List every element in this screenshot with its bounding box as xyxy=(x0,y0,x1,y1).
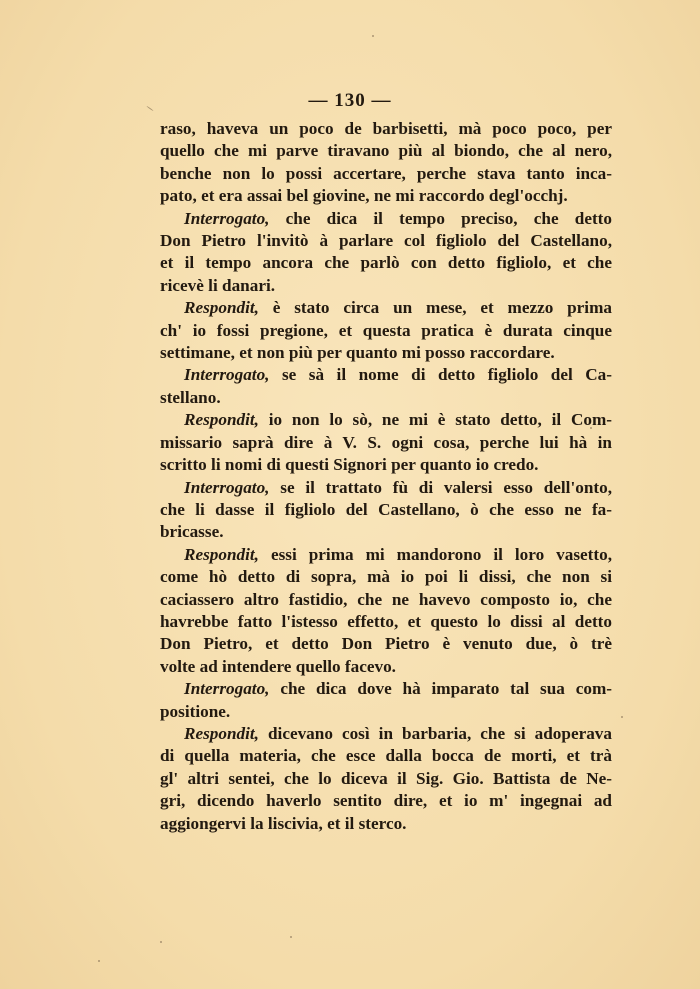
line-text: havrebbe fatto l'istesso effetto, et questo lo dissi al detto xyxy=(160,611,612,631)
speaker-label: Respondit, xyxy=(184,298,259,318)
text-line xyxy=(160,521,612,543)
line-text: che dica il tempo preciso, che detto xyxy=(269,208,612,228)
line-text: Don Pietro l'invitò à parlare col figliolo del Castellano, xyxy=(160,231,612,251)
text-line xyxy=(160,656,612,678)
text-line xyxy=(160,208,612,230)
line-text: gri, dicendo haverlo sentito dire, et io m' ingegnai ad xyxy=(160,791,612,811)
text-line xyxy=(160,768,612,790)
paper-speck xyxy=(372,35,374,37)
text-line xyxy=(160,813,612,835)
text-line xyxy=(160,118,612,140)
line-text: et il tempo ancora che parlò con detto figliolo, et che xyxy=(160,253,612,273)
text-line xyxy=(160,723,612,745)
paper-speck xyxy=(290,936,292,938)
text-line xyxy=(160,633,612,655)
text-line xyxy=(160,678,612,700)
text-line xyxy=(160,566,612,588)
line-text: gl' altri sentei, che lo diceva il Sig. Gio. Battista de Ne- xyxy=(160,768,612,788)
line-text: se sà il nome di detto figliolo del Ca- xyxy=(269,365,612,385)
line-text: io non lo sò, ne mi è stato detto, il Com- xyxy=(258,410,612,430)
text-line xyxy=(160,611,612,633)
line-text: dicevano così in barbaria, che si adoperava xyxy=(258,723,612,743)
line-text: missario saprà dire à V. S. ogni cosa, perche lui hà in xyxy=(160,432,612,452)
text-line xyxy=(160,140,612,162)
text-line xyxy=(160,163,612,185)
text-line xyxy=(160,454,612,476)
line-text: Don Pietro, et detto Don Pietro è venuto due, ò trè xyxy=(160,634,612,654)
line-text: raso, haveva un poco de barbisetti, mà poco poco, per xyxy=(160,119,612,138)
line-text: ch' io fossi pregione, et questa pratica è durata cinque xyxy=(160,320,612,340)
line-text: quello che mi parve tiravano più al biondo, che al nero, xyxy=(160,141,612,161)
text-line xyxy=(160,252,612,274)
text-line xyxy=(160,320,612,342)
body-text xyxy=(160,118,612,835)
line-text: settimane, et non più per quanto mi posso raccordare. xyxy=(160,343,555,363)
line-text: volte ad intendere quello facevo. xyxy=(160,656,396,676)
text-line xyxy=(160,342,612,364)
text-line xyxy=(160,230,612,252)
speaker-label: Interrogato, xyxy=(184,208,270,228)
text-line xyxy=(160,387,612,409)
line-text: di quella materia, che esce dalla bocca de morti, et trà xyxy=(160,746,612,766)
speaker-label: Respondit, xyxy=(184,544,259,564)
text-line xyxy=(160,275,612,297)
line-text: che li dasse il figliolo del Castellano, ò che esso ne fa- xyxy=(160,499,612,519)
text-line xyxy=(160,701,612,723)
line-text: bricasse. xyxy=(160,522,224,542)
line-text: stellano. xyxy=(160,387,221,407)
line-text: come hò detto di sopra, mà io poi li dissi, che non si xyxy=(160,567,612,587)
line-text: benche non lo possi accertare, perche stava tanto inca- xyxy=(160,163,612,183)
text-line xyxy=(160,589,612,611)
speaker-label: Interrogato, xyxy=(184,477,270,497)
line-text: positione. xyxy=(160,701,231,721)
text-line xyxy=(160,745,612,767)
speaker-label: Interrogato, xyxy=(184,365,270,385)
line-text: pato, et era assai bel giovine, ne mi raccordo degl'occhj. xyxy=(160,186,568,206)
text-line xyxy=(160,185,612,207)
line-text: ricevè li danari. xyxy=(160,275,276,295)
line-text: essi prima mi mandorono il loro vasetto, xyxy=(258,544,612,564)
line-text: che dica dove hà imparato tal sua com- xyxy=(269,679,612,699)
speaker-label: Respondit, xyxy=(184,723,259,743)
line-text: se il trattato fù di valersi esso dell'onto, xyxy=(269,477,612,497)
text-line xyxy=(160,409,612,431)
line-text: scritto li nomi di questi Signori per quanto io credo. xyxy=(160,455,539,475)
page-number: — 130 — xyxy=(308,90,392,111)
paper-speck xyxy=(98,960,100,962)
text-line xyxy=(160,790,612,812)
line-text: è stato circa un mese, et mezzo prima xyxy=(258,298,612,318)
paper-speck xyxy=(160,941,162,943)
text-line xyxy=(160,364,612,386)
line-text: aggiongervi la liscivia, et il sterco. xyxy=(160,813,407,833)
speaker-label: Interrogato, xyxy=(184,679,270,699)
text-line xyxy=(160,432,612,454)
line-text: caciassero altro fastidio, che ne havevo composto io, che xyxy=(160,589,612,609)
text-line xyxy=(160,544,612,566)
speaker-label: Respondit, xyxy=(184,410,259,430)
paper-speck xyxy=(621,716,623,718)
text-line xyxy=(160,297,612,319)
text-line xyxy=(160,477,612,499)
text-line xyxy=(160,499,612,521)
